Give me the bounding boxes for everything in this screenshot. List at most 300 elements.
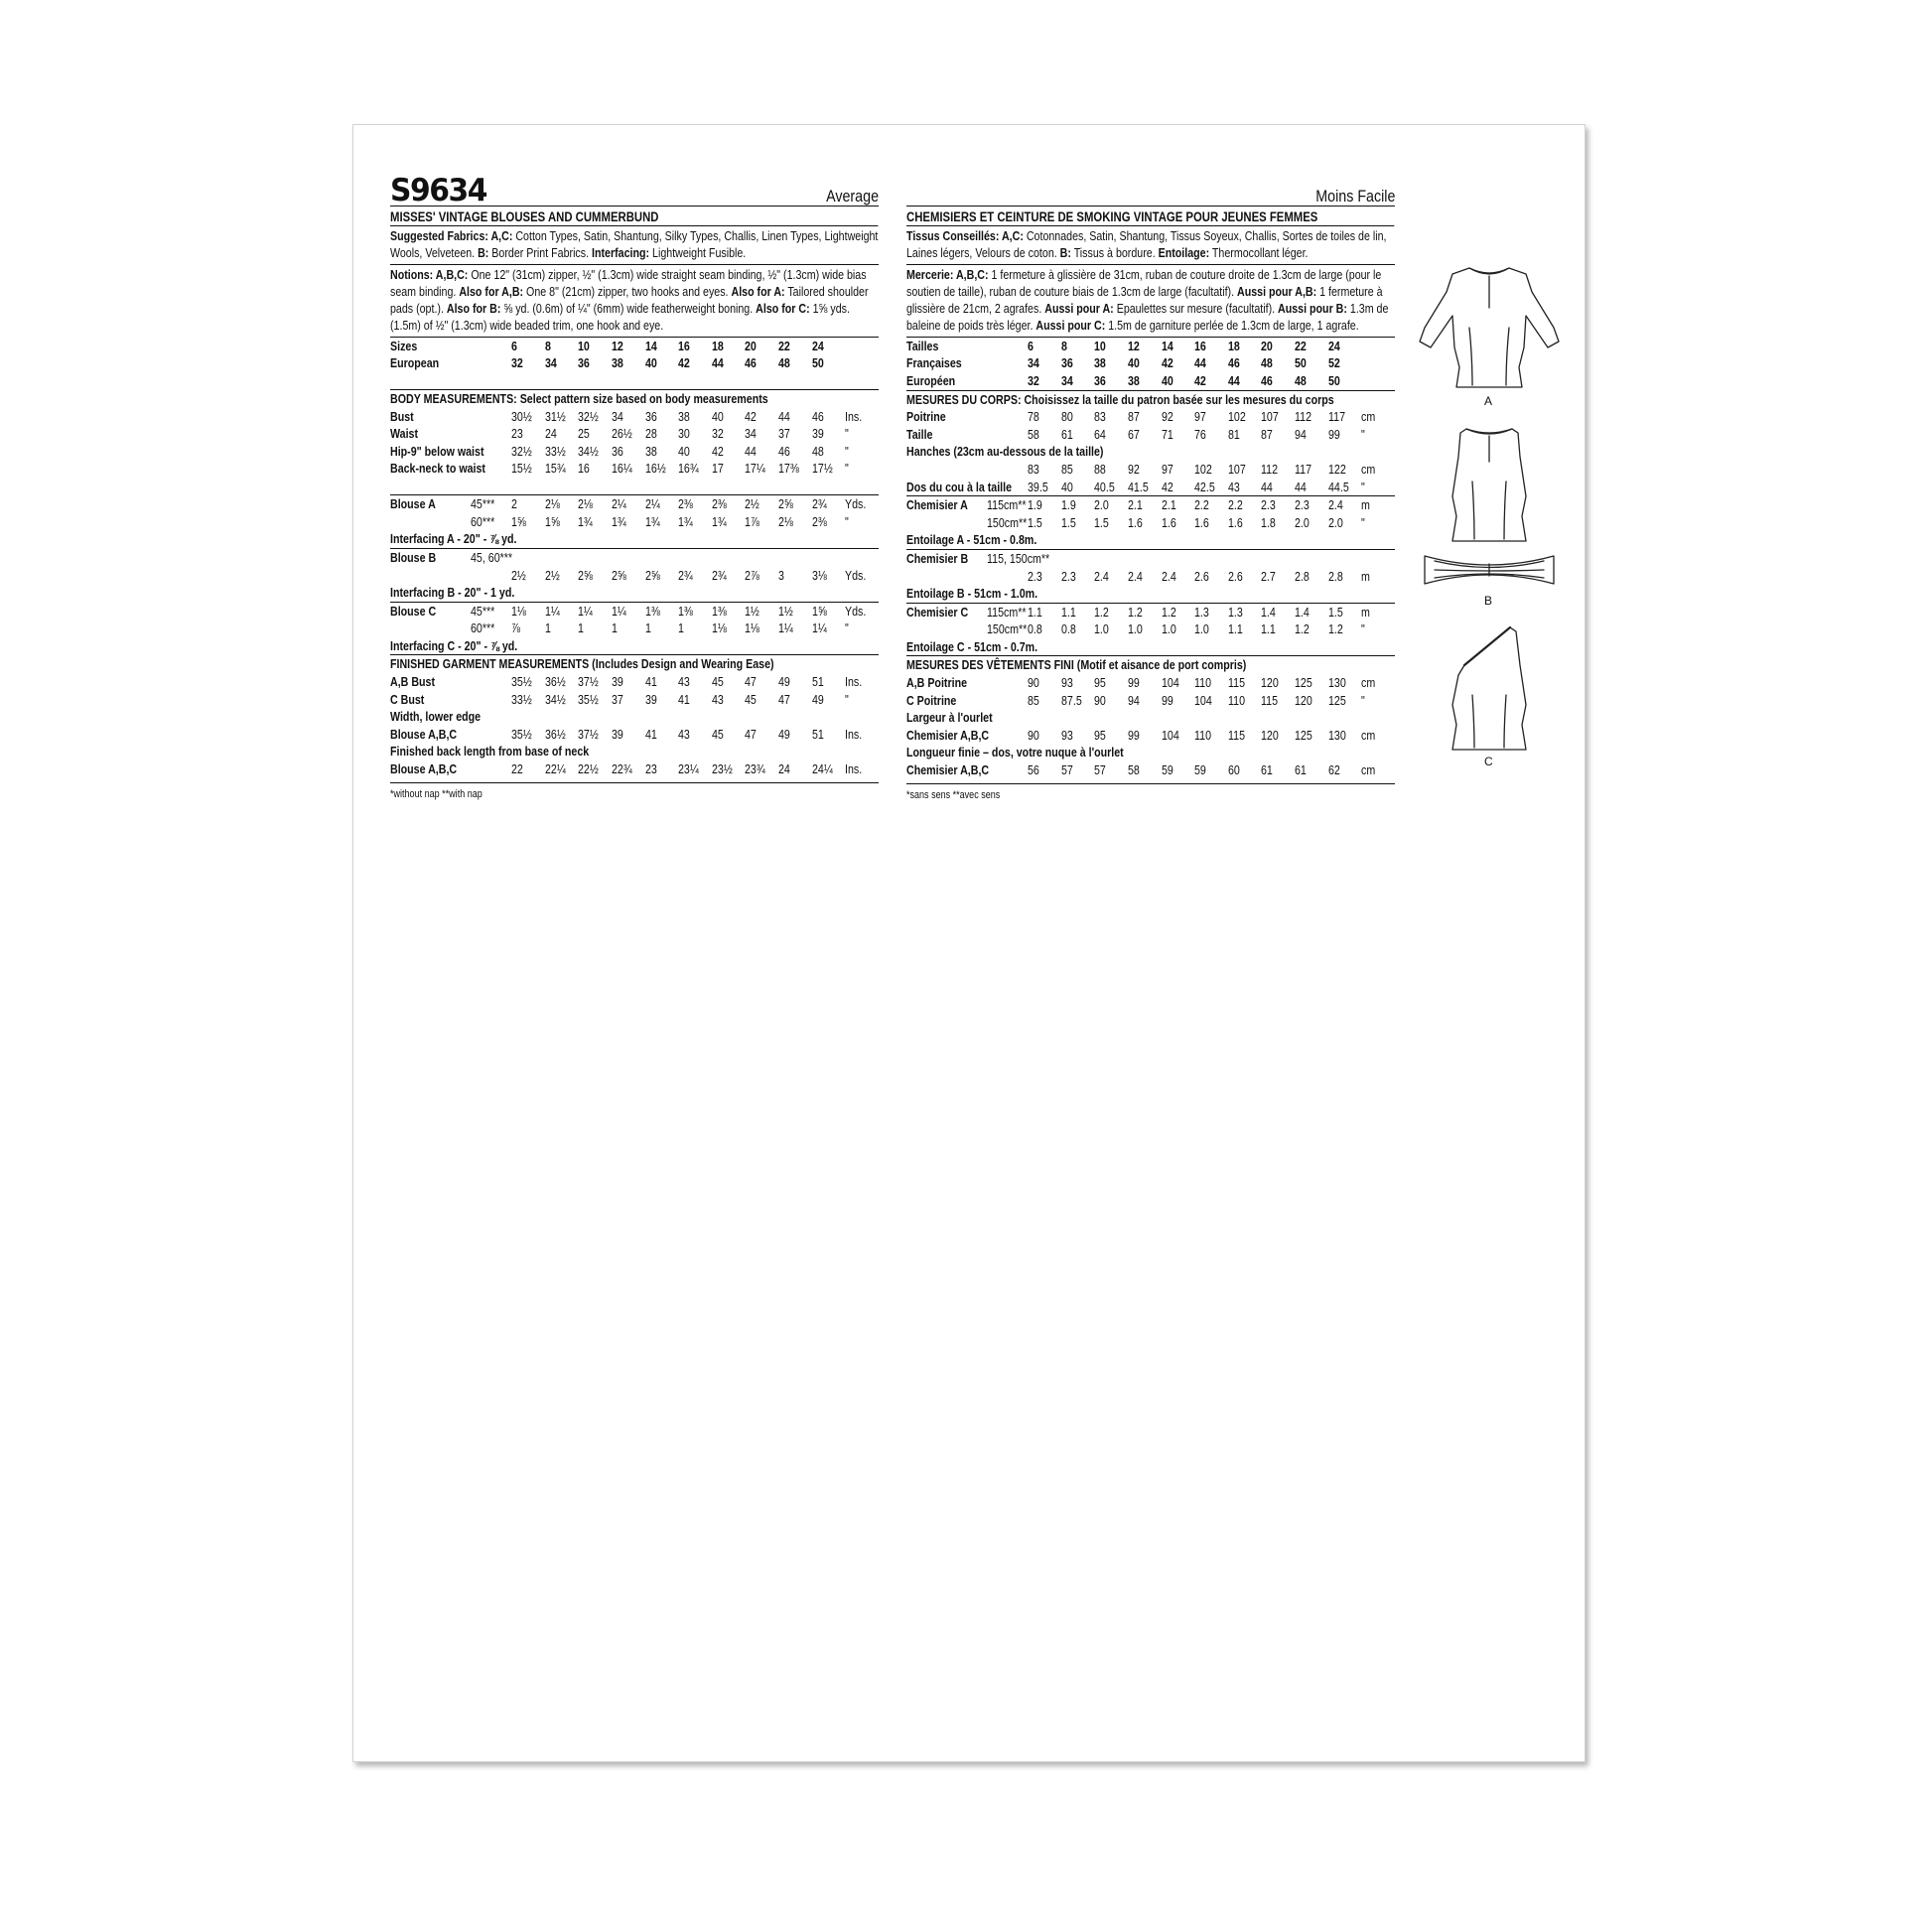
row-width [987,761,1028,779]
table-row [906,479,1395,496]
table-row [906,496,1395,514]
table-cell: 1.3 [1194,604,1210,620]
table-row [906,337,1395,354]
table-cell: 2.1 [1161,497,1176,513]
table-cell: 49 [778,674,790,690]
row-width [987,408,1028,426]
table-cell: 44 [1194,355,1207,371]
table-row: Entoilage A - 51cm - 0.8m. [906,532,1037,548]
table-cell: 125 [1295,675,1312,691]
row-width [987,674,1028,692]
table-cell: 2 [511,496,518,512]
english-header [390,175,879,207]
table-row [906,549,1395,567]
table-cell: 41 [678,691,691,707]
table-cell: 2¾ [678,567,694,583]
row-width: 45, 60*** [471,549,513,565]
table-cell: 43 [678,674,691,690]
table-cell: 16 [1194,338,1207,353]
row-unit: cm [1361,409,1376,425]
table-row: Interfacing A - 20" - ⅞ yd. [390,531,517,547]
table-row: BODY MEASUREMENTS: Select pattern size based on body measurements [390,390,879,408]
row-label: Chemisier A,B,C [906,727,990,743]
table-cell: 1 [612,621,618,636]
interfacing-label-fr: Entoilage: [1158,245,1210,261]
table-cell: 1½ [745,603,760,619]
notions-ab-text: One 8" (21cm) zipper, two hooks and eyes. [523,283,732,299]
view-a-blouse-icon [1420,268,1559,387]
row-label [906,514,987,532]
table-cell: 34 [544,355,557,371]
table-row [390,354,879,372]
row-width [987,461,1028,479]
table-cell: 2.8 [1295,568,1310,584]
table-cell: 41.5 [1128,479,1149,494]
table-cell: 42 [1194,372,1207,388]
table-cell: 1¾ [678,513,694,529]
table-cell: 1.3 [1227,604,1243,620]
french-size-table [906,337,1395,779]
table-cell: 24 [1327,338,1340,353]
table-cell: 2.4 [1161,568,1176,584]
table-cell: 6 [511,338,518,353]
table-cell: 2.4 [1094,568,1110,584]
table-row: Entoilage C - 51cm - 0.7m. [906,638,1038,654]
row-unit: Yds. [845,603,867,619]
row-width: 115cm** [987,604,1027,620]
table-cell: 2.3 [1295,497,1310,513]
table-cell: 32 [1028,372,1040,388]
table-cell: 1.2 [1128,604,1143,620]
table-cell: 30½ [511,408,532,424]
table-cell: 48 [1295,372,1307,388]
notions [390,265,879,337]
notions-a-text-fr: Epaulettes sur mesure (facultatif). [1113,301,1279,317]
table-cell: 88 [1094,461,1107,477]
table-row [906,603,1395,621]
row-unit [845,548,879,566]
view-illustrations [1415,258,1564,768]
row-width: 150cm** [987,514,1028,530]
table-cell: 99 [1161,692,1173,708]
table-cell: 58 [1028,426,1040,442]
table-cell: 40.5 [1094,479,1116,494]
row-label: Chemisier B [906,550,969,566]
row-width [987,354,1028,372]
table-cell: 1 [678,621,685,636]
table-cell: 38 [1128,372,1140,388]
table-row [906,761,1395,779]
row-width [471,425,511,443]
table-cell: 42 [745,408,758,424]
table-cell: 51 [811,726,824,742]
table-cell: 43 [678,726,691,742]
table-cell: 115 [1227,675,1245,691]
table-row [906,621,1395,638]
table-cell: 18 [1227,338,1240,353]
row-width [987,692,1028,710]
table-cell: 1.0 [1161,621,1176,637]
notions-a-label-fr: Aussi pour A: [1044,301,1114,317]
notions-b-text: ⅝ yd. (0.6m) of ¼" (6mm) wide featherweight boning. [500,301,757,317]
notions-ab-label: Also for A,B: [459,283,524,299]
row-label: Sizes [390,338,418,353]
row-unit [1361,372,1395,390]
table-cell: 1¼ [578,603,594,619]
row-label: Chemisier A [906,497,968,513]
row-unit: " [1361,621,1366,637]
table-cell: 33½ [544,443,566,459]
table-cell: 1.2 [1295,621,1310,637]
pattern-title: MISSES' VINTAGE BLOUSES AND CUMMERBUND [390,207,879,226]
table-row [906,727,1395,745]
french-column [906,175,1395,802]
table-cell: 37 [612,691,623,707]
table-cell: 39 [612,726,623,742]
fabrics-b-text: Border Print Fabrics. [488,245,593,261]
notions-c-label-fr: Aussi pour C: [1035,318,1106,334]
table-cell: 120 [1295,692,1312,708]
row-unit: " [1361,426,1366,442]
table-cell: 2½ [511,567,527,583]
table-cell: 22 [778,338,790,353]
table-cell: 1⅛ [511,603,527,619]
table-cell: 44 [745,443,758,459]
table-cell: 1.0 [1128,621,1143,637]
table-row [390,337,879,354]
table-row [390,460,879,478]
table-cell: 36½ [544,674,566,690]
table-cell: 94 [1128,692,1140,708]
row-unit: " [1361,692,1366,708]
table-row [906,354,1395,372]
table-cell: 2⅝ [778,496,793,512]
row-unit: " [845,621,850,636]
french-footnote: *sans sens **avec sens [906,783,1395,802]
table-cell: 1¾ [711,513,727,529]
table-cell: 1.6 [1161,514,1176,530]
table-cell: 95 [1094,675,1107,691]
table-cell: 34 [1060,372,1073,388]
table-cell: 41 [644,674,657,690]
row-unit: " [845,426,850,442]
table-cell: 1.1 [1227,621,1243,637]
row-label: Européen [906,372,956,388]
table-cell: 2⅜ [678,496,694,512]
table-cell: 125 [1295,727,1312,743]
table-cell: 1¾ [578,513,594,529]
table-cell: 1⅜ [711,603,727,619]
table-cell: 1.8 [1261,514,1277,530]
table-cell: 117 [1327,409,1345,425]
table-cell: 58 [1128,762,1140,778]
table-cell: 33½ [511,691,532,707]
table-row: Hanches (23cm au-dessous de la taille) [906,444,1104,460]
table-cell: 23½ [711,761,733,777]
table-cell: 26½ [612,426,632,442]
fabrics-b-text-fr: Tissus à bordure. [1070,245,1159,261]
table-cell: 38 [644,443,657,459]
table-cell: 87.5 [1060,692,1082,708]
table-cell: 1⅝ [544,513,560,529]
table-cell: 2½ [745,496,760,512]
row-unit: m [1361,497,1371,513]
table-cell: 12 [612,338,623,353]
table-cell: 1.1 [1261,621,1277,637]
row-width [987,426,1028,444]
row-label: European [390,355,440,371]
table-cell: 39 [644,691,657,707]
table-cell: 36 [578,355,591,371]
table-cell: 59 [1194,762,1207,778]
table-cell: 1.5 [1327,604,1343,620]
notions-c-label: Also for C: [756,301,810,317]
table-cell: 1½ [778,603,793,619]
row-unit [1361,354,1395,372]
row-unit: Ins. [845,674,863,690]
table-row: Width, lower edge [390,709,482,725]
row-unit [1361,549,1395,567]
table-cell: 44 [1261,479,1274,494]
table-cell: 95 [1094,727,1107,743]
row-unit: Ins. [845,408,863,424]
table-cell: 2½ [544,567,560,583]
table-cell: 31½ [544,408,566,424]
row-label [906,461,987,479]
row-label: Blouse C [390,603,437,619]
row-label: C Bust [390,691,425,707]
table-cell: 1.1 [1028,604,1043,620]
table-row [906,674,1395,692]
fabrics-label: Suggested Fabrics: A,C: [390,228,513,243]
table-cell: 93 [1060,727,1073,743]
table-row: Interfacing C - 20" - ⅞ yd. [390,637,518,653]
table-cell: 1.6 [1227,514,1243,530]
table-cell: 23¼ [678,761,700,777]
table-cell: 78 [1028,409,1040,425]
table-cell: 12 [1128,338,1140,353]
row-unit: " [845,691,850,707]
table-cell: 15¾ [544,461,566,477]
table-cell: 76 [1194,426,1207,442]
table-cell: 28 [644,426,657,442]
table-cell: 34½ [578,443,600,459]
notions-ab-label-fr: Aussi pour A,B: [1237,283,1317,299]
table-cell: 16¼ [612,461,632,477]
table-cell: 107 [1261,409,1280,425]
row-unit: " [1361,479,1366,494]
row-label [390,620,471,637]
row-width: 150cm** [987,621,1028,637]
table-cell: 2.6 [1194,568,1210,584]
table-cell: 17¼ [745,461,766,477]
row-unit: cm [1361,675,1376,691]
table-cell: 1¼ [544,603,560,619]
table-cell: 71 [1161,426,1173,442]
table-cell: 15½ [511,461,532,477]
table-row [390,673,879,691]
table-cell: 125 [1327,692,1346,708]
table-row [906,461,1395,479]
row-width [987,727,1028,745]
table-row [906,426,1395,444]
row-label: Dos du cou à la taille [906,479,1013,494]
table-cell: 44.5 [1327,479,1349,494]
table-cell: 1⅛ [745,621,760,636]
row-label: C Poitrine [906,692,957,708]
table-row [390,548,879,566]
table-row: MESURES DU CORPS: Choisissez la taille du patron basée sur les mesures du corps [906,390,1395,408]
table-cell: 34 [745,426,758,442]
row-label: Bust [390,408,414,424]
table-row: Largeur à l'ourlet [906,710,993,726]
table-cell: 0.8 [1060,621,1076,637]
row-label: Taille [906,426,933,442]
table-cell: 32 [711,426,724,442]
notions-text-fr: 1 fermeture à glissière de 31cm, ruban de couture droite de 1.3cm de large (pour le soutien de taille), ruban de couture biais de 1.3cm de large (facultatif). [906,266,1382,299]
row-width: 115, 150cm** [987,550,1050,566]
table-cell: 35½ [511,726,532,742]
table-cell: 24 [811,338,824,353]
table-cell: 42 [1161,355,1173,371]
pattern-title-fr: CHEMISIERS ET CEINTURE DE SMOKING VINTAGE POUR JEUNES FEMMES [906,207,1395,226]
table-cell: 1¾ [612,513,626,529]
row-unit: cm [1361,727,1376,743]
table-cell: 61 [1261,762,1274,778]
row-label: Blouse A,B,C [390,726,458,742]
fabrics-label-fr: Tissus Conseillés: A,C: [906,228,1024,243]
row-unit: m [1361,568,1371,584]
row-width: 45*** [471,496,495,512]
table-cell: 40 [1161,372,1173,388]
table-cell: 24¼ [811,761,833,777]
table-cell: 1.0 [1094,621,1110,637]
table-cell: 39.5 [1028,479,1048,494]
table-cell: 40 [678,443,691,459]
table-cell: 49 [811,691,824,707]
table-cell: 2.8 [1327,568,1343,584]
tissus-conseilles [906,226,1395,265]
table-cell: 107 [1227,461,1246,477]
table-cell: 23¾ [745,761,766,777]
table-cell: 56 [1028,762,1040,778]
row-label: A,B Poitrine [906,675,968,691]
view-b-label: B [1484,594,1493,608]
table-cell: 48 [778,355,790,371]
table-row [906,568,1395,586]
table-cell: 39 [811,426,824,442]
table-cell: 23 [644,761,657,777]
table-cell: 16¾ [678,461,700,477]
table-cell: 83 [1094,409,1107,425]
table-cell: 16½ [644,461,666,477]
row-label [906,568,987,586]
table-cell: 44 [711,355,724,371]
table-cell: 2¼ [644,496,660,512]
table-cell: 1⅜ [644,603,660,619]
row-width [471,726,511,744]
row-label: Blouse A [390,496,436,512]
table-cell: 59 [1161,762,1173,778]
notions-c-text-fr: 1.5m de garniture perlée de 1.3cm de large, 1 agrafe. [1105,318,1359,334]
row-unit: " [845,461,850,477]
table-cell: 35½ [511,674,532,690]
table-cell: 115 [1227,727,1245,743]
table-row [390,567,879,585]
table-cell: 42 [1161,479,1173,494]
table-cell: 64 [1094,426,1107,442]
row-unit: " [845,443,850,459]
table-cell: 2⅛ [544,496,560,512]
table-cell: 18 [711,338,724,353]
table-cell: 46 [778,443,790,459]
table-row [906,408,1395,426]
table-cell: 47 [745,726,758,742]
table-cell: 117 [1295,461,1312,477]
table-cell: 2⅝ [578,567,594,583]
table-cell: 41 [644,726,657,742]
table-cell: 47 [778,691,790,707]
notions-text: One 12" (31cm) zipper, ½" (1.3cm) wide straight seam binding, ½" (1.3cm) wide bias seam binding. [390,266,867,299]
notions-b-label: Also for B: [446,301,501,317]
row-label: Blouse B [390,549,437,565]
table-cell: 2⅛ [578,496,594,512]
table-cell: 94 [1295,426,1307,442]
table-cell: 97 [1194,409,1207,425]
notions-label: Notions: A,B,C: [390,266,469,282]
table-cell: 2.0 [1327,514,1343,530]
table-cell: 32½ [511,443,532,459]
row-width: 115cm** [987,497,1027,513]
table-cell: 92 [1128,461,1140,477]
table-cell: 45 [711,674,724,690]
table-cell: 46 [811,408,824,424]
difficulty-level: Average [826,187,879,206]
notions-a-text: Tailored shoulder pads (opt.). [390,283,869,317]
table-cell: 50 [811,355,824,371]
table-cell: ⅞ [511,621,521,636]
view-a-label: A [1484,394,1493,408]
table-cell: 14 [644,338,657,353]
table-cell: 61 [1295,762,1307,778]
notions-label-fr: Mercerie: A,B,C: [906,266,989,282]
table-cell: 1 [544,621,551,636]
table-cell: 2.2 [1227,497,1243,513]
table-cell: 2¾ [711,567,727,583]
table-cell: 51 [811,674,824,690]
table-cell: 38 [678,408,691,424]
row-width [987,568,1028,586]
table-row: Entoilage B - 51cm - 1.0m. [906,586,1038,602]
table-cell: 110 [1194,727,1212,743]
table-cell: 17 [711,461,724,477]
table-cell: 122 [1327,461,1346,477]
notions-ab-text-fr: 1 fermeture à glissière de 21cm, 2 agrafes. [906,283,1383,317]
table-row: FINISHED GARMENT MEASUREMENTS (Includes Design and Wearing Ease) [390,655,879,673]
table-cell: 2.3 [1060,568,1076,584]
table-cell: 62 [1327,762,1340,778]
table-cell: 37½ [578,726,600,742]
table-cell: 2.0 [1295,514,1310,530]
table-cell: 44 [1295,479,1307,494]
row-label [390,567,471,585]
table-cell: 1.9 [1060,497,1076,513]
table-cell: 22¾ [612,761,632,777]
table-cell: 2⅝ [644,567,660,583]
table-cell: 87 [1261,426,1274,442]
table-row: Longueur finie – dos, votre nuque à l'ourlet [906,745,1124,760]
row-width: 60*** [471,621,495,636]
